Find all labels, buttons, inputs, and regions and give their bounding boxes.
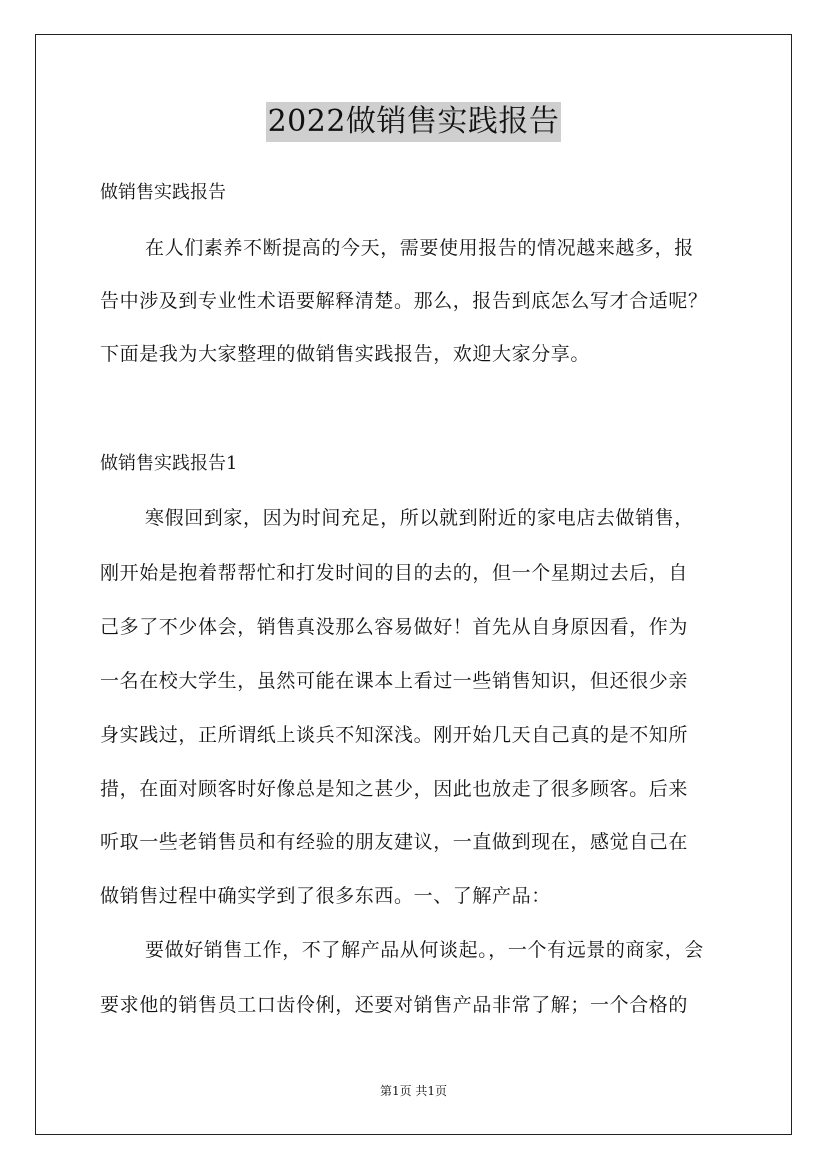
section-line-5: 身实践过，正所谓纸上谈兵不知深浅。刚开始几天自己真的是不知所 (100, 724, 689, 746)
section-line-7: 听取一些老销售员和有经验的朋友建议，一直做到现在，感觉自己在 (100, 831, 689, 853)
section-line-2: 刚开始是抱着帮帮忙和打发时间的目的去的，但一个星期过去后，自 (100, 562, 689, 584)
product-line-1: 要做好销售工作，不了解产品从何谈起。，一个有远景的商家，会 (145, 939, 704, 961)
intro-line-2: 告中涉及到专业性术语要解释清楚。那么，报告到底怎么写才合适呢？ (100, 290, 708, 312)
document-title: 2022做销售实践报告 (266, 102, 562, 142)
section-heading: 做销售实践报告1 (100, 453, 238, 474)
product-line-2: 要求他的销售员工口齿伶俐，还要对销售产品非常了解；一个合格的 (100, 994, 689, 1016)
title-wrapper (0, 102, 827, 142)
section-line-4: 一名在校大学生，虽然可能在课本上看过一些销售知识，但还很少亲 (100, 670, 689, 692)
intro-line-3: 下面是我为大家整理的做销售实践报告，欢迎大家分享。 (100, 343, 591, 365)
section-line-6: 措，在面对顾客时好像总是知之甚少，因此也放走了很多顾客。后来 (100, 778, 689, 800)
intro-heading: 做销售实践报告 (100, 182, 226, 203)
intro-line-1: 在人们素养不断提高的今天，需要使用报告的情况越来越多，报 (145, 237, 694, 259)
section-line-1: 寒假回到家，因为时间充足，所以就到附近的家电店去做销售， (145, 507, 694, 529)
section-line-3: 己多了不少体会，销售真没那么容易做好！首先从自身原因看，作为 (100, 616, 689, 638)
page-footer: 第1页 共1页 (379, 1084, 448, 1098)
section-line-8: 做销售过程中确实学到了很多东西。一、了解产品： (100, 885, 551, 907)
